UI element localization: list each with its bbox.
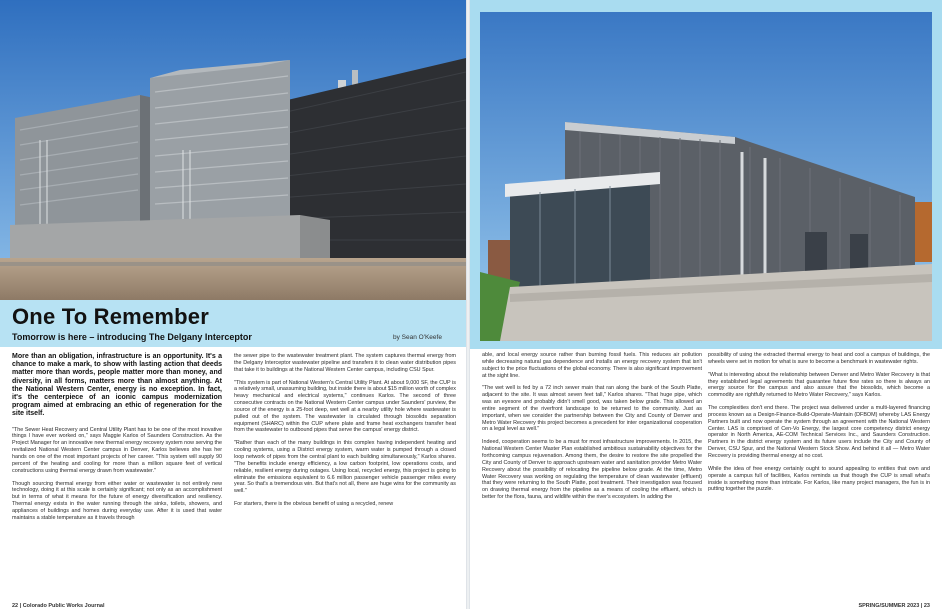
utility-plant-photo (480, 12, 932, 341)
body-paragraph: able, and local energy source rather than burning fossil fuels. This reduces air pollution while decreasing natural gas dependence and installs an energy recovery system that isn't subject to the price fluctuations of the global economy. There is also significant improvement at the sight line. (482, 352, 702, 379)
article-byline: by Sean O'Keefe (393, 334, 442, 341)
body-paragraph: While the idea of free energy certainly ought to sound appealing to entities that own and operate a campus full of facilities, Karlos reminds us that though the CUP is small what's inside is something more than intricate. For Karlos, like many project managers, the fun is in putting together the puzzle. (708, 465, 930, 493)
text-column-2 (234, 353, 456, 514)
page-folio-left: 22 | Colorado Public Works Journal (12, 603, 105, 609)
body-paragraph: "The Sewer Heat Recovery and Central Utility Plant has to be one of the most inovative things I have ever worked on," says Maggie Karlos of Saunders Construction. As the Project Manager for an innovative new thermal energy recovery system now serving the revitalized National Western Center campus in Denver, Karlos believes she has her hands on one of the most important projects of her career. "This system will supply 90 percent of the heating and cooling for more than a million square feet of vertical constructions using thermal energy drawn from wastewater." (12, 426, 222, 474)
body-paragraph: The complexities don't end there. The project was delivered under a multi-layered financing process known as a Design-Finance-Build-Operate-Maintain (DFBOM) whereby LAS Energy Partners built and now operate the system through an agreement with the National Western Center. LAS is comprised of Cen-Vo Energy, the largest core competency district energy operator in North America, AE-COM Technical Services Inc., and Saunders Construction. Partners in the district energy system and its future users include the City and County of Denver, CSU Spur, and the National Western Stock Show. And behind it all — Metro Water Recovery is providing thermal energy at no cost. (708, 405, 930, 459)
lede-paragraph: More than an obligation, infrastructure is an opportunity. It's a chance to make a mark, to show with lasting action that deeds matter more than words, people matter more than money, and diversity, in all forms, matters more than almost anything. At the National Western Center, energy is no exception. In fact, it's the centerpiece of an iconic campus modernization program aimed at embracing an ethic of regeneration for the site itself. (12, 353, 222, 418)
body-paragraph: For starters, there is the obvious benefit of using a recycled, renew (234, 501, 394, 508)
body-paragraph: "The wet well is fed by a 72 inch sewer main that ran along the bank of the South Platte, adjacent to the site. It was almost seven feet tall," Karlos shares. "That huge pipe, which was an eyesore and probably didn't smell good, was taken below grade. This allowed an entire segment of the riverfront landscape to be returned to the community. Just as important, when we consider the partnership between the City and County of Denver and Metro Water Recovery this project becomes a precedent for inter organizational cooperation on a legal level as well." (482, 385, 702, 433)
body-paragraph: "This system is part of National Western's Central Utility Plant. At about 9,000 SF, the CUP is a relatively small, unassuming building, but inside there is about $15 million worth of complex heavy mechanical and electrical systems," continues Karlos. The second of three consecutive contracts on the National Western Center campus under Saunders' purview, the source of the energy is a 25-foot deep, wet well at a nearby utility hole where wastewater is pulled out of the system. The wastewater is circulated through biosolids separation equipment (SHARC) within the CUP where plate and frame heat exchangers transfer heat from the wastewater to outbound pipes that serve the campus' energy district. (234, 379, 456, 434)
body-paragraph: "What is interesting about the relationship between Denver and Metro Water Recovery is that they established legal agreements that guarantee future flow rates so there is always an energy source for the campus and also assure that the biosolids, which become a commodity are rightfully returned to Metro Water Recovery," says Karlos. (708, 371, 930, 399)
cooling-tower-photo (0, 0, 466, 300)
body-paragraph: "Rather than each of the many buildings in this complex having independent heating and cooling systems, using a District energy system, warm water is pumped through a closed loop network of pipes from the central plant to each building simultaneously," Karlos shares. "The benefits include energy efficiency, a low carbon footprint, low operations costs, and reliable, resilient energy during outages. Using local, recycled energy, this project is going to eliminate the emissions equivalent to 6.6 million passenger vehicle passenger miles every year. So that's a tremendous win. But that's not all, there are huge wins for the community as well." (234, 440, 456, 495)
text-column-4 (708, 352, 930, 499)
body-paragraph: Though sourcing thermal energy from either water or wastewater is not entirely new technology, doing it at this scale is certainly significant; not only as an accomplishment but in terms of what it means for the future of energy diversification and resiliency. Thermal energy exists in the water running through the sinks, toilets, showers, and appliances of buildings and homes during everyday use. After it is used that water maintains a stable temperature as it travels through (12, 480, 222, 521)
page-folio-right: SPRING/SUMMER 2023 | 23 (858, 603, 930, 609)
body-paragraph: the sewer pipe to the wastewater treatment plant. The system captures thermal energy from the Delgany Interceptor wastewater pipeline and transfers it to clean water distribution pipes that take it to buildings at the National Western Center campus, including CSU Spur. (234, 353, 456, 373)
article-headline: One To Remember (12, 304, 209, 329)
article-subhead: Tomorrow is here – introducing The Delgany Interceptor (12, 332, 252, 342)
body-paragraph: possibility of using the extracted thermal energy to heat and cool a campus of buildings, the wheels were set in motion for what is sure to become a benchmark in wastewater rights. (708, 352, 930, 365)
text-column-3 (482, 352, 702, 507)
body-paragraph: Indeed, cooperation seems to be a must for most infrastructure improvements. In 2015, the National Western Center Master Plan established ambitious sustainability objectives for the forthcoming campus rejuvenation. Among them, the desire to restore the site propelled the City and County of Denver to approach upstream water and sanitation provider Metro Water Recovery about the possibility of relocating the pipeline below grade. At the time, Metro Water Recovery was working on regulating the temperature of clean wastewater (effluent) that they were returning to the South Platte, post treatment. Their investigation was focused on drawing thermal energy from the pipeline as a means of cooling the effluent, which is better for the flora, fauna, and wildlife within the river's ecosystem. In adding the (482, 439, 702, 501)
text-column-1 (12, 353, 222, 528)
